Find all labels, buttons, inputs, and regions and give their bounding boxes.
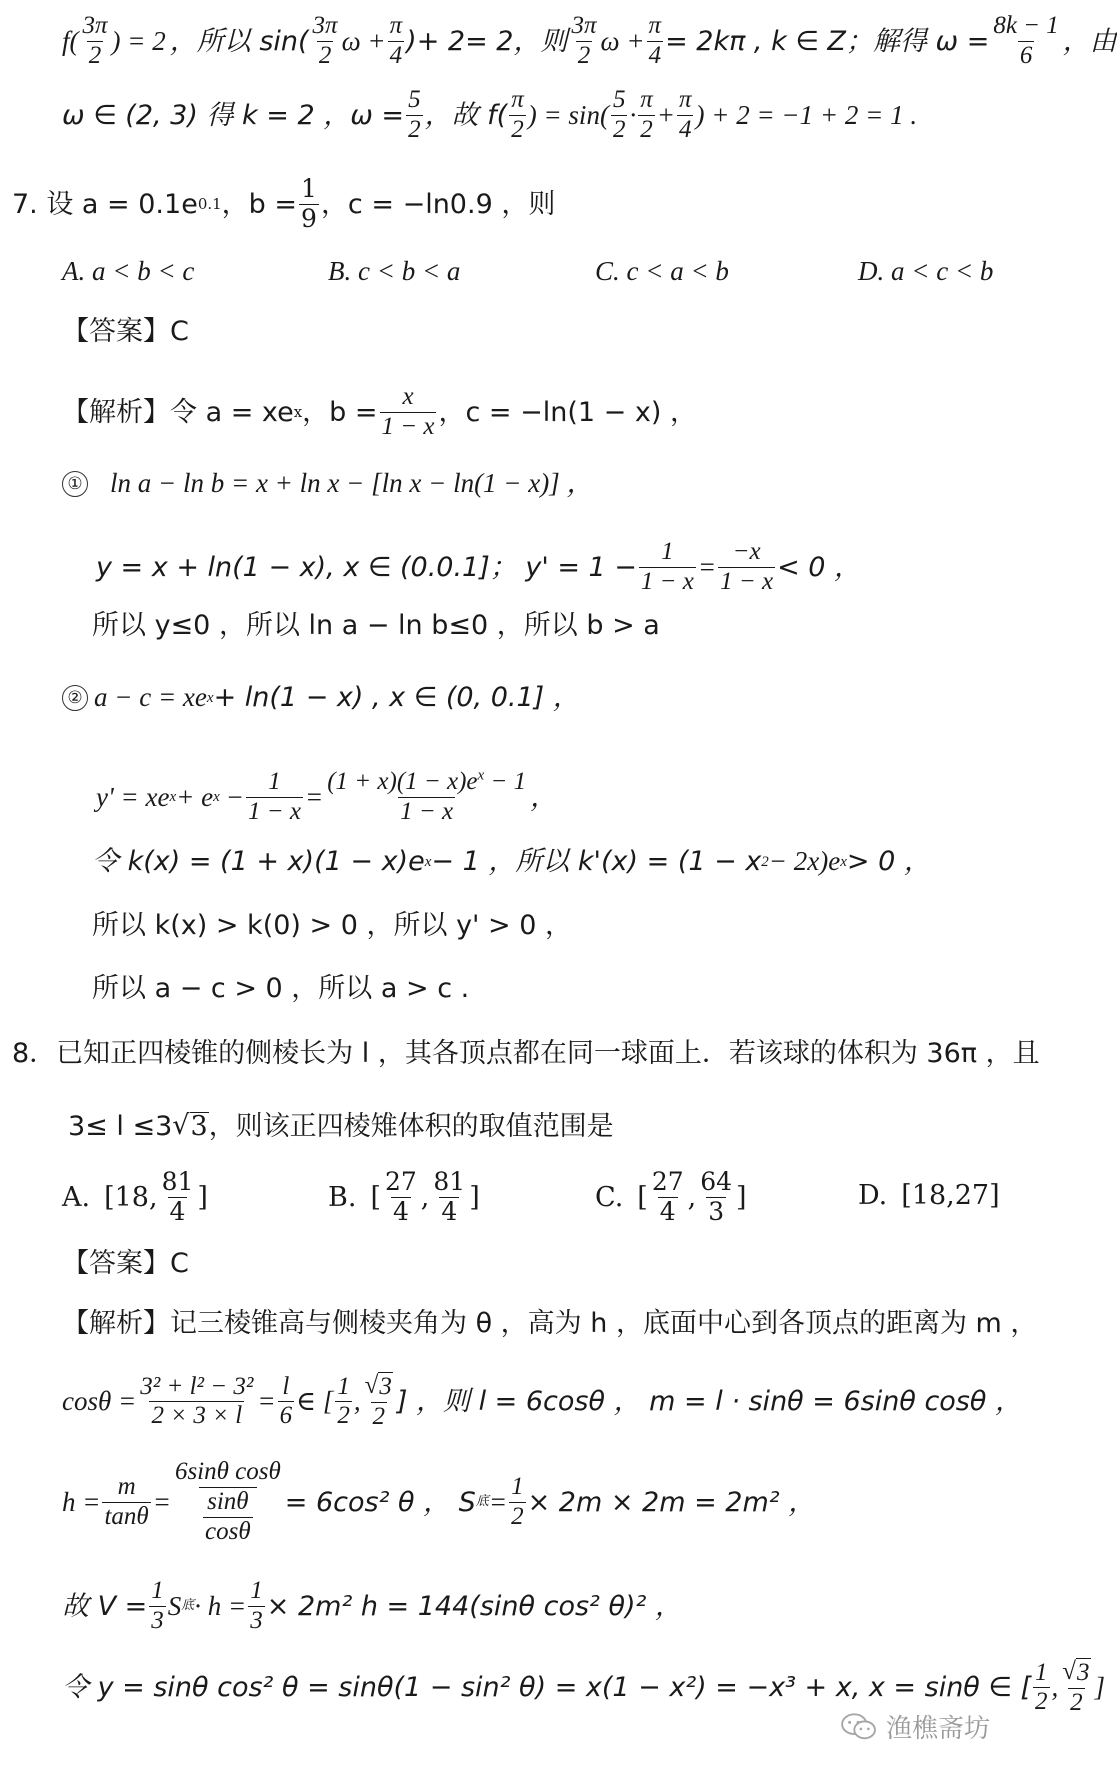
analysis-7-intro: 【解析】令 a = xe x ，b = $\frac{x}{1 - x}$ ，c = −ln(1 − x) ，: [62, 383, 697, 440]
option-7-b: B. c < b < a: [328, 256, 461, 286]
sqrt-symbol: √ 3: [172, 1110, 208, 1142]
watermark: [840, 1708, 990, 1745]
analysis-8-height: h = $\frac{m}{\tan\theta}$ = $\frac{\text{6sinθ cosθ}}{\frac{\sin\theta}{\cos\theta}}$ = 6cos² θ ， S 底 = $\frac{1}{2}$ × 2m × 2m = 2m² ，: [62, 1458, 816, 1545]
circled-number-1: ①: [62, 471, 88, 497]
analysis-8-volume: 故 V = $\frac{1}{3}$ S 底 · h = $\frac{1}{3}$ × 2m² h = 144(sinθ cos² θ)² ，: [62, 1577, 682, 1634]
analysis-7-step-2: y = x + ln(1 − x), x ∈ (0.0.1]； y' = 1 − $\frac{1}{1 - x}$ = $\frac{-x}{1 - x}$ < 0 ，: [96, 538, 862, 595]
option-7-a: A. a < b < c: [62, 256, 195, 286]
solution-line-1: f( $\frac{3\pi}{2}$ ) = 2 ，所以 sin( $\frac{3\pi}{2}$ ω + $\frac{\pi}{4}$ )+ 2= 2，则 $\frac{3\pi}{2}$ ω + $\frac{\pi}{4}$ = 2kπ , k ∈ Z；解得 ω = $\frac{8k - 1}{6}$ ，由: [62, 12, 1117, 69]
analysis-7-step-7: 所以 k(x) > k(0) > 0 ，所以 y' > 0 ，: [92, 910, 573, 941]
solution-line-2: ω ∈ (2, 3) 得 k = 2 ，ω = $\frac{5}{2}$ ，故 f( $\frac{\pi}{2}$ ) = sin( $\frac{5}{2}$ · $\frac{\pi}{2}$ + $\frac{\pi}{4}$ ) + 2 = −1 + 2 = 1 .: [62, 86, 918, 143]
analysis-7-step-5: y' = xe x + e x − $\frac{1}{1 - x}$ = $\frac{(1 + x)(1 - x)e^x - 1}{1 - x}$ ，: [96, 767, 558, 825]
analysis-8-intro: 【解析】记三棱锥高与侧棱夹角为 θ ，高为 h ，底面中心到各顶点的距离为 m ，: [62, 1308, 1038, 1339]
question-8-stem-2: 3≤ l ≤3 √ 3 ，则该正四棱雉体积的取值范围是: [68, 1110, 614, 1142]
answer-7: 【答案】C: [62, 316, 189, 347]
option-7-c: C. c < a < b: [595, 256, 729, 286]
watermark-text: 渔樵斋坊: [885, 1714, 990, 1744]
analysis-7-step-3: 所以 y≤0 ，所以 ln a − ln b≤0 ，所以 b > a: [92, 610, 660, 641]
analysis-8-cos: cosθ = $\frac{\text{3² + l² − 3²}}{2 \times 3 \times l}$ = $\frac{l}{6}$ ∈ [ $\frac{1}{2}$ , √ 3 2 ] ，则 l = 6cosθ ， m = l · sinθ = 6sinθ cosθ ，: [62, 1372, 1022, 1430]
analysis-7-step-1: ① ln a − ln b = x + ln x − [ln x − ln(1 − x)] ，: [62, 470, 594, 497]
option-7-d: D. a < c < b: [858, 256, 994, 286]
option-8-b: B. [ $\frac{27}{4}$ , $\frac{81}{4}$ ]: [328, 1167, 480, 1226]
option-8-a: A. [18, $\frac{81}{4}$ ]: [62, 1167, 208, 1226]
option-8-c: C. [ $\frac{27}{4}$ , $\frac{64}{3}$ ]: [595, 1167, 747, 1226]
question-7-stem: 7. 设 a = 0.1e 0.1 ，b = $\frac{1}{9}$ ，c = −ln0.9 ，则: [12, 174, 556, 233]
answer-8: 【答案】C: [62, 1248, 189, 1279]
analysis-7-step-4: ② a − c = xe x + ln(1 − x) , x ∈ (0, 0.1] ，: [62, 684, 580, 711]
question-8-stem-1: 8．已知正四棱锥的侧棱长为 l ，其各顶点都在同一球面上．若该球的体积为 36π ，且: [12, 1038, 1040, 1069]
analysis-7-step-8: 所以 a − c > 0 ，所以 a > c .: [92, 973, 470, 1004]
analysis-8-substitution: 令 y = sinθ cos² θ = sinθ(1 − sin² θ) = x(1 − x²) = −x³ + x, x = sinθ ∈ [ $\frac{1}{2}$ , √ 3 2 ]: [62, 1658, 1106, 1716]
wechat-icon: [840, 1712, 878, 1742]
analysis-7-step-6: 令 k(x) = (1 + x)(1 − x)e x − 1 ，所以 k'(x) = (1 − x 2 − 2x)e x > 0 ，: [92, 846, 931, 877]
circled-number-2: ②: [62, 685, 88, 711]
option-8-d: D. [18,27]: [858, 1180, 1000, 1211]
